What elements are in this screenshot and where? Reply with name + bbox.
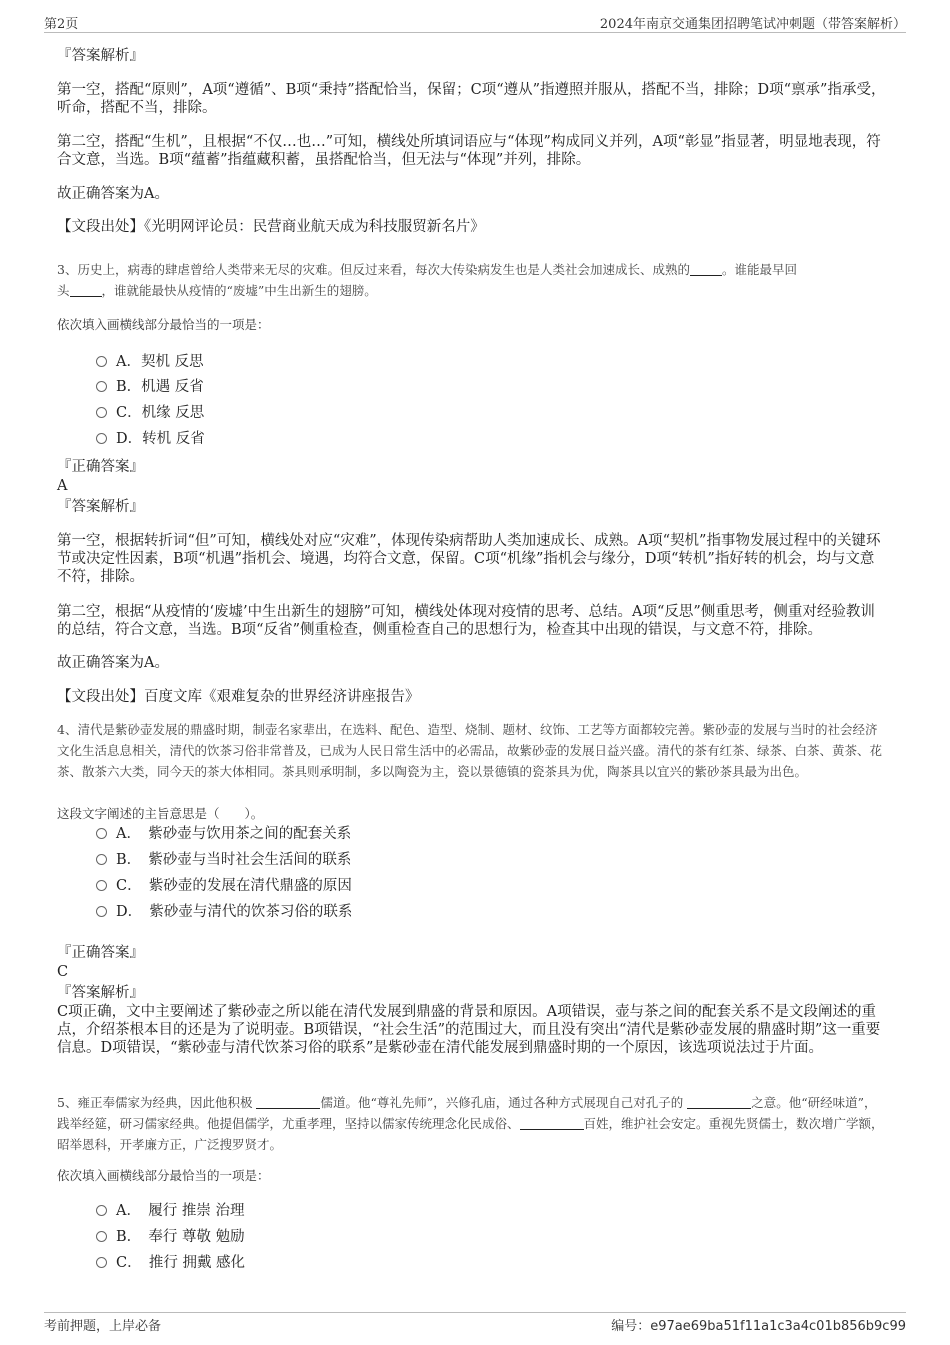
radio-icon[interactable] (96, 1257, 107, 1268)
q2-conclusion: 故正确答案为A。 (57, 186, 169, 202)
radio-icon[interactable] (96, 906, 107, 917)
q3-option-a[interactable]: A．契机 反思 (96, 353, 204, 371)
radio-icon[interactable] (96, 1205, 107, 1216)
q5-option-c[interactable]: C． 推行 拥戴 感化 (96, 1254, 245, 1272)
q4-option-d[interactable]: D． 紫砂壶与清代的饮茶习俗的联系 (96, 903, 352, 921)
q4-answer: C (57, 964, 69, 980)
q2-analysis-p2: 第二空，搭配“生机”，且根据“不仅…也…”可知，横线处所填词语应与“体现”构成同义并列，A项“彰显”指显著，明显地表现，符合文意，当选。B项“蕴蓄”指蕴藏积蓄，虽搭配恰当，但无法与“体现”并列，排除。 (57, 134, 881, 168)
q4-stem: 4、清代是紫砂壶发展的鼎盛时期，制壶名家辈出，在选料、配色、造型、烧制、题材、纹饰、工艺等方面都较完善。紫砂壶的发展与当时的社会经济文化生活息息相关，清代的饮茶习俗非常普及，已成为人民日常生活中的必需品，故紫砂壶的发展日益兴盛。清代的茶有红茶、绿茶、白茶、黄茶、花茶、散茶六大类，同今天的茶大体相同。茶具则承明制，多以陶瓷为主，瓷以景德镇的瓷茶具为优，陶茶具以宜兴的紫砂茶具最为出色。 (57, 722, 883, 779)
radio-icon[interactable] (96, 433, 107, 444)
q4-option-b[interactable]: B． 紫砂壶与当时社会生活间的联系 (96, 851, 351, 869)
radio-icon[interactable] (96, 1231, 107, 1242)
radio-icon[interactable] (96, 880, 107, 891)
q3-conclusion: 故正确答案为A。 (57, 655, 169, 671)
page-number: 第2页 (44, 17, 79, 32)
blank-2 (70, 284, 102, 297)
q4-answer-title: 『正确答案』 (57, 945, 144, 961)
q3-option-b[interactable]: B．机遇 反省 (96, 378, 204, 396)
q4-option-c[interactable]: C． 紫砂壶的发展在清代鼎盛的原因 (96, 877, 352, 895)
q2-analysis-title: 『答案解析』 (57, 48, 144, 64)
blank-3 (520, 1117, 584, 1130)
document-title: 2024年南京交通集团招聘笔试冲刺题（带答案解析） (599, 17, 906, 32)
page-footer (44, 1312, 906, 1337)
q4-analysis-p1: C项正确，文中主要阐述了紫砂壶之所以能在清代发展到鼎盛的背景和原因。A项错误，壶与茶之间的配套关系不是文段阐述的重点，介绍茶根本目的还是为了说明壶。B项错误，“社会生活”的范围过大，而且没有突出“清代是紫砂壶发展的鼎盛时期”这一重要信息。D项错误，“紫砂壶与清代饮茶习俗的联系”是紫砂壶在清代能发展到鼎盛时期的一个原因，该选项说法过于片面。 (57, 1004, 881, 1056)
radio-icon[interactable] (96, 828, 107, 839)
q3-answer: A (57, 478, 68, 494)
q3-prompt: 依次填入画横线部分最恰当的一项是： (57, 317, 270, 332)
q3-analysis-title: 『答案解析』 (57, 499, 144, 515)
radio-icon[interactable] (96, 854, 107, 865)
q3-analysis-p2: 第二空，根据“从疫情的‘废墟’中生出新生的翅膀”可知，横线处体现对疫情的思考、总结。A项“反思”侧重思考，侧重对经验教训的总结，符合文意，当选。B项“反省”侧重检查，侧重检查自己的思想行为，检查其中出现的错误，与文意不符，排除。 (57, 604, 875, 638)
q3-option-c[interactable]: C．机缘 反思 (96, 404, 204, 422)
radio-icon[interactable] (96, 407, 107, 418)
footer-slogan: 考前押题，上岸必备 (44, 1319, 162, 1334)
q4-prompt: 这段文字阐述的主旨意思是（ ）。 (57, 806, 264, 821)
radio-icon[interactable] (96, 356, 107, 367)
q4-option-a[interactable]: A． 紫砂壶与饮用茶之间的配套关系 (96, 825, 351, 843)
q3-analysis-p1: 第一空，根据转折词“但”可知，横线处对应“灾难”，体现传染病帮助人类加速成长、成熟。A项“契机”指事物发展过程中的关键环节或决定性因素，B项“机遇”指机会、境遇，均符合文意，保留。C项“机缘”指机会与缘分，D项“转机”指好转的机会，均与文意不符，排除。 (57, 533, 881, 585)
q5-option-b[interactable]: B． 奉行 尊敬 勉励 (96, 1228, 245, 1246)
blank-1 (256, 1096, 320, 1109)
q5-option-a[interactable]: A． 履行 推崇 治理 (96, 1202, 244, 1220)
q5-prompt: 依次填入画横线部分最恰当的一项是： (57, 1168, 270, 1183)
q3-source: 【文段出处】百度文库《艰难复杂的世界经济讲座报告》 (57, 689, 420, 705)
q3-answer-title: 『正确答案』 (57, 459, 144, 475)
document-code: 编号：e97ae69ba51f11a1c3a4c01b856b9c99 (611, 1319, 906, 1334)
q2-analysis-p1: 第一空，搭配“原则”，A项“遵循”、B项“秉持”搭配恰当，保留；C项“遵从”指遵照并服从，搭配不当，排除；D项“禀承”指承受，听命，搭配不当，排除。 (57, 82, 886, 116)
page-header (44, 10, 906, 33)
radio-icon[interactable] (96, 381, 107, 392)
q4-analysis-title: 『答案解析』 (57, 985, 144, 1001)
q3-option-d[interactable]: D．转机 反省 (96, 430, 205, 448)
blank-1 (690, 263, 722, 276)
q2-source: 【文段出处】《光明网评论员：民营商业航天成为科技服贸新名片》 (57, 219, 485, 235)
q5-stem: 5、雍正奉儒家为经典，因此他积极 儒道。他“尊礼先师”，兴修孔庙，通过各种方式展现自己对孔子的 之意。他“研经味道”，践举经筵，研习儒家经典。他提倡儒学，尤重孝理，坚持以儒家传统理念化民成俗、 百姓，维护社会安定。重视先贤儒士，数次增广学额，昭举恩科，开孝廉方正，广泛搜罗贤才。 (57, 1095, 884, 1152)
q3-stem: 3、历史上，病毒的肆虐曾给人类带来无尽的灾难。但反过来看，每次大传染病发生也是人类社会加速成长、成熟的 。谁能最早回 头 ，谁就能最快从疫情的“废墟”中生出新生的翅膀。 (57, 262, 797, 298)
blank-2 (687, 1096, 751, 1109)
